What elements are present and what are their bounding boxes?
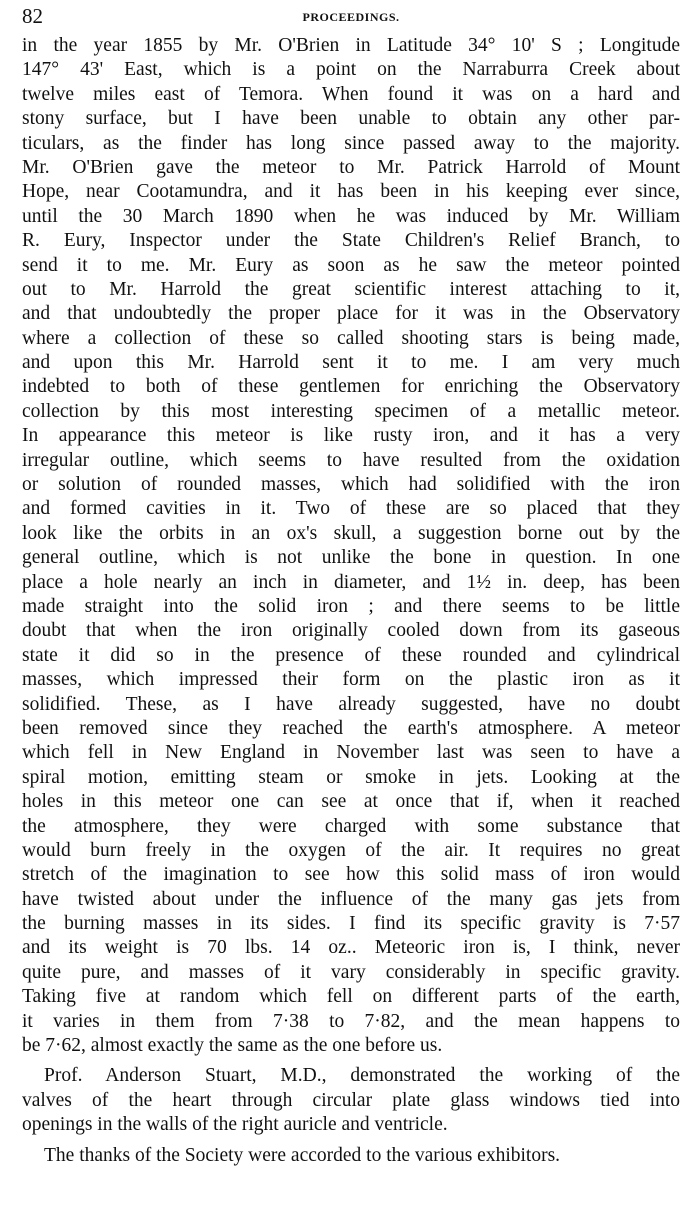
text-line: state it did so in the presence of these rounded and cylindrical — [22, 644, 680, 666]
page-number: 82 — [22, 4, 43, 28]
text-line: valves of the heart through circular plate glass windows tied into — [22, 1089, 680, 1111]
text-line: solidified. These, as I have already suggested, have no doubt — [22, 693, 680, 715]
text-line: and formed cavities in it. Two of these are so placed that they — [22, 498, 680, 520]
text-line: Prof. Anderson Stuart, M.D., demonstrated the working of the — [44, 1065, 680, 1087]
text-line: Hope, near Cootamundra, and it has been in his keeping ever since, — [22, 181, 680, 203]
text-line: doubt that when the iron originally cooled down from its gaseous — [22, 620, 680, 642]
text-line: Taking five at random which fell on different parts of the earth, — [22, 986, 680, 1008]
text-line: made straight into the solid iron ; and there seems to be little — [22, 595, 680, 617]
text-line: R. Eury, Inspector under the State Children's Relief Branch, to — [22, 230, 680, 252]
running-head: PROCEEDINGS. — [302, 10, 400, 24]
text-line: In appearance this meteor is like rusty iron, and it has a very — [22, 425, 680, 447]
text-line: it varies in them from 7·38 to 7·82, and the mean happens to — [22, 1010, 680, 1032]
text-line: where a collection of these so called shooting stars is being made, — [22, 327, 680, 349]
text-line: quite pure, and masses of it vary considerably in specific gravity. — [22, 961, 680, 983]
body-text — [22, 34, 680, 1174]
text-line: place a hole nearly an inch in diameter, and 1½ in. deep, has been — [22, 571, 680, 593]
text-line: in the year 1855 by Mr. O'Brien in Latitude 34° 10' S ; Longitude — [22, 35, 680, 56]
text-line: the burning masses in its sides. I find its specific gravity is 7·57 — [22, 913, 680, 935]
paragraph — [22, 34, 680, 1058]
text-line: 147° 43' East, which is a point on the Narraburra Creek about — [22, 59, 680, 81]
text-line: stretch of the imagination to see how this solid mass of iron would — [22, 864, 680, 886]
text-line: The thanks of the Society were accorded to the various exhibitors. — [44, 1144, 561, 1166]
text-line: and upon this Mr. Harrold sent it to me. I am very much — [22, 352, 680, 374]
text-line: and its weight is 70 lbs. 14 oz.. Meteoric iron is, I think, never — [22, 937, 680, 959]
text-line: spiral motion, emitting steam or smoke in jets. Looking at the — [22, 766, 680, 788]
text-line: the atmosphere, they were charged with some substance that — [22, 815, 680, 837]
text-line: be 7·62, almost exactly the same as the one before us. — [22, 1035, 443, 1057]
text-line: ticulars, as the finder has long since passed away to the majority. — [22, 132, 680, 154]
page-header — [22, 4, 680, 30]
text-line: have twisted about under the influence of the many gas jets from — [22, 888, 680, 910]
text-line: collection by this most interesting specimen of a metallic meteor. — [22, 400, 680, 422]
text-line: send it to me. Mr. Eury as soon as he saw the meteor pointed — [22, 254, 680, 276]
text-line: look like the orbits in an ox's skull, a suggestion borne out by the — [22, 522, 680, 544]
text-line: irregular outline, which seems to have resulted from the oxidation — [22, 449, 680, 471]
text-line: indebted to both of these gentlemen for enriching the Observatory — [22, 376, 680, 398]
paragraph — [22, 1144, 680, 1168]
text-line: stony surface, but I have been unable to obtain any other par- — [22, 108, 680, 130]
text-line: Mr. O'Brien gave the meteor to Mr. Patrick Harrold of Mount — [22, 156, 680, 178]
text-line: general outline, which is not unlike the bone in question. In one — [22, 547, 680, 569]
text-line: openings in the walls of the right auricle and ventricle. — [22, 1114, 448, 1136]
text-line: twelve miles east of Temora. When found it was on a hard and — [22, 83, 680, 105]
text-line: until the 30 March 1890 when he was induced by Mr. William — [22, 205, 680, 227]
text-line: masses, which impressed their form on the plastic iron as it — [22, 669, 680, 691]
text-line: out to Mr. Harrold the great scientific interest attaching to it, — [22, 278, 680, 300]
text-line: holes in this meteor one can see at once that if, when it reached — [22, 791, 680, 813]
text-line: which fell in New England in November last was seen to have a — [22, 742, 680, 764]
text-line: been removed since they reached the earth's atmosphere. A meteor — [22, 717, 680, 739]
text-line: would burn freely in the oxygen of the air. It requires no great — [22, 839, 680, 861]
text-line: and that undoubtedly the proper place for it was in the Observatory — [22, 303, 680, 325]
text-line: or solution of rounded masses, which had solidified with the iron — [22, 474, 680, 496]
paragraph — [22, 1064, 680, 1137]
